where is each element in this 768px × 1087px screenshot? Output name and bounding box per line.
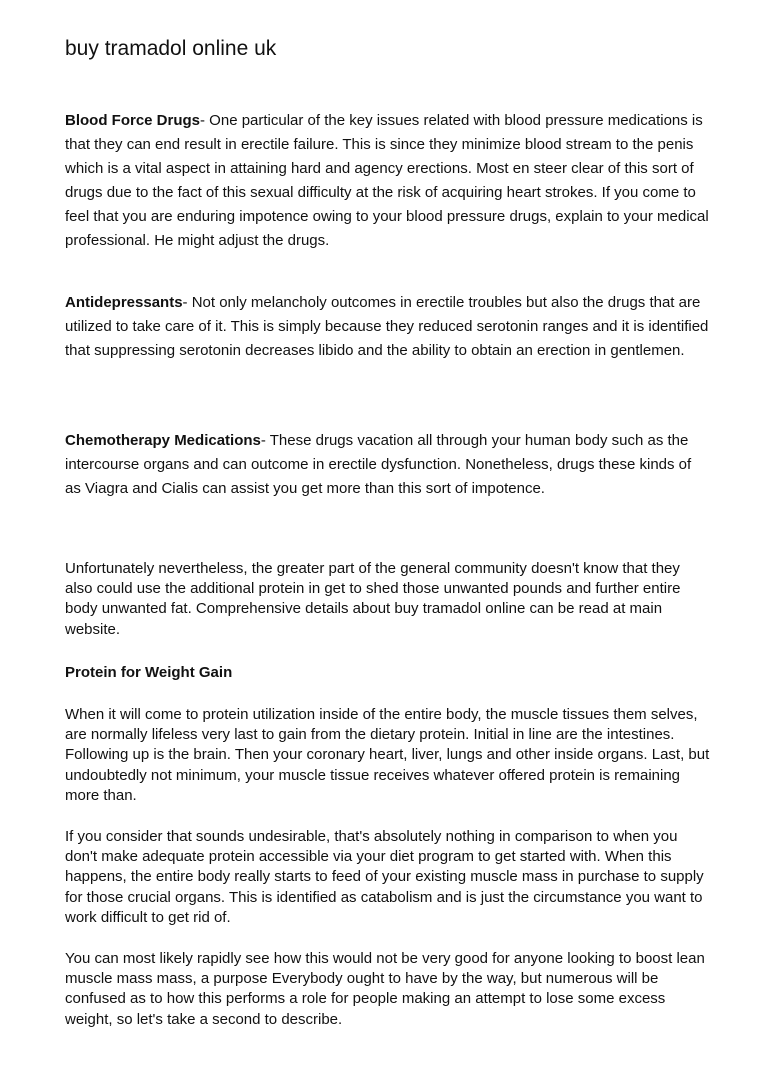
paragraph-protein-utilization: When it will come to protein utilization inside of the entire body, the muscle tissues them selves, are normally lifeless very last to gain from the dietary protein. Initial in line are the intestines. Following up is the brain. Then your coronary heart, liver, lungs and other inside organs. Last, but undoubtedly not minimum, your muscle tissue receives whatever offered protein is remaining more than. [65,706,710,804]
section-heading-protein-weight-gain: Protein for Weight Gain [65,664,233,681]
paragraph-blood-force-drugs [65,109,710,253]
document-title: buy tramadol online uk [65,37,277,60]
paragraph-lead-antidepressants: Antidepressants [65,294,183,311]
paragraph-text-antidepressants: - Not only melancholy outcomes in erectile troubles but also the drugs that are utilized to take care of it. This is simply because they reduced serotonin ranges and it is identified that suppressing serotonin decreases libido and the ability to obtain an erection in gentlemen. [65,294,709,359]
paragraph-text-blood-force-drugs: - One particular of the key issues related with blood pressure medications is that they can end result in erectile failure. This is since they minimize blood stream to the penis which is a vital aspect in attaining hard and agency erections. Most en steer clear of this sort of drugs due to the fact of this sexual difficulty at the risk of acquiring heart strokes. If you come to feel that you are enduring impotence owing to your blood pressure drugs, explain to your medical professional. He might adjust the drugs. [65,112,709,249]
paragraph-lead-chemotherapy: Chemotherapy Medications [65,432,261,449]
paragraph-lean-muscle: You can most likely rapidly see how this would not be very good for anyone looking to boost lean muscle mass mass, a purpose Everybody ought to have by the way, but numerous will be confused as to how this performs a role for people making an attempt to lose some excess weight, so let's take a second to describe. [65,950,705,1028]
paragraph-lead-blood-force-drugs: Blood Force Drugs [65,112,201,129]
paragraph-catabolism: If you consider that sounds undesirable, that's absolutely nothing in comparison to when you don't make adequate protein accessible via your diet program to get started with. When this happens, the entire body really starts to feed of your existing muscle mass in purchase to supply for those crucial organs. This is identified as catabolism and is just the circumstance you want to work difficult to get rid of. [65,828,704,926]
paragraph-unfortunately: Unfortunately nevertheless, the greater part of the general community doesn't know that they also could use the additional protein in get to shed those unwanted pounds and further entire body unwanted fat. Comprehensive details about buy tramadol online can be read at main website. [65,560,681,638]
paragraph-antidepressants [65,291,710,363]
paragraph-text-chemotherapy: - These drugs vacation all through your human body such as the intercourse organs and can outcome in erectile dysfunction. Nonetheless, drugs these kinds of as Viagra and Cialis can assist you get more than this sort of impotence. [65,432,692,497]
paragraph-chemotherapy [65,429,710,501]
